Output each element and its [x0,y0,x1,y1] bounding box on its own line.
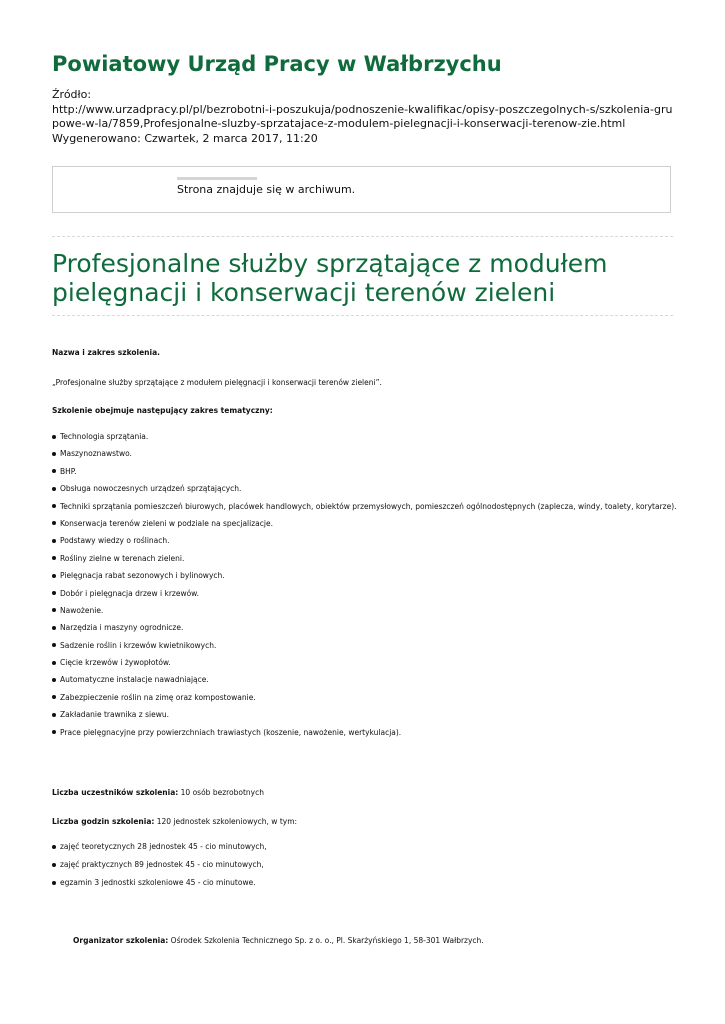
bullet-icon [52,574,56,578]
list-item-text: Prace pielęgnacyjne przy powierzchniach trawiastych (koszenie, nawożenie, wertykulacja). [60,727,402,737]
bullet-icon [52,504,56,508]
hours-line [52,817,297,826]
list-item [52,571,677,588]
list-item [52,519,677,536]
list-item-text: Maszynoznawstwo. [60,449,132,459]
list-item-text: zajęć teoretycznych 28 jednostek 45 - cio minutowych, [60,842,267,851]
list-item-text: Technologia sprzątania. [60,432,149,441]
list-item [52,842,267,860]
bullet-icon [52,556,56,560]
organizer-line [73,936,484,945]
list-item [52,623,677,640]
bullet-icon [52,661,56,665]
list-item-text: Zabezpieczenie roślin na zimę oraz kompostowanie. [60,692,256,702]
source-url: http://www.urzadpracy.pl/pl/bezrobotni-i-poszukuja/podnoszenie-kwalifikac/opisy-poszczegolnych-s/szkolenia-grupowe-w-la/7859,Profesjonalne-sluzby-sprzatajace-z-modulem-pielegnacji-i-konserwacji-terenow-zie.html [52,102,673,130]
list-item-text: Dobór i pielęgnacja drzew i krzewów. [60,588,200,598]
list-item [52,502,677,519]
participants-line [52,788,264,797]
organizer-label: Organizator szkolenia: [73,936,169,945]
bullet-icon [52,713,56,717]
source-meta [52,88,677,146]
article-title: Profesjonalne służby sprzątające z modułem pielęgnacji i konserwacji terenów zieleni [52,249,608,307]
list-item [52,432,677,449]
list-item [52,484,677,501]
list-item-text: egzamin 3 jednostki szkoleniowe 45 - cio minutowe. [60,878,256,887]
list-item [52,675,677,692]
archive-notice-box [52,166,671,213]
list-item-text: BHP. [60,466,77,476]
list-item-text: Sadzenie roślin i krzewów kwietnikowych. [60,640,217,650]
list-item [52,728,677,745]
list-item [52,693,677,710]
list-item [52,658,677,675]
source-label: Źródło: [52,88,92,101]
bullet-icon [52,626,56,630]
list-item [52,467,677,484]
list-item [52,554,677,571]
list-item-text: zajęć praktycznych 89 jednostek 45 - cio minutowych, [60,860,264,869]
divider-bottom [52,315,673,316]
bullet-icon [52,487,56,491]
hours-list [52,842,267,896]
archive-notice: Strona znajduje się w archiwum. [177,183,356,196]
list-item-text: Rośliny zielne w terenach zieleni. [60,553,185,563]
list-item-text: Cięcie krzewów i żywopłotów. [60,658,171,668]
list-item [52,449,677,466]
bullet-icon [52,435,56,439]
list-item [52,589,677,606]
organizer-value: Ośrodek Szkolenia Technicznego Sp. z o. o., Pl. Skarżyńskiego 1, 58-301 Wałbrzych. [168,936,484,945]
divider-top [52,236,673,237]
bullet-icon [52,730,56,734]
bullet-icon [52,608,56,612]
participants-value: 10 osób bezrobotnych [178,788,265,797]
name-heading: Nazwa i zakres szkolenia. [52,348,161,357]
bullet-icon [52,539,56,543]
bullet-icon [52,452,56,456]
bullet-icon [52,863,56,867]
list-item-text: Konserwacja terenów zieleni w podziale na specjalizacje. [60,518,273,528]
bullet-icon [52,678,56,682]
topics-list [52,432,677,745]
generated-date: Wygenerowano: Czwartek, 2 marca 2017, 11:20 [52,131,318,145]
hours-value: 120 jednostek szkoleniowych, w tym: [154,817,298,826]
list-item-text: Podstawy wiedzy o roślinach. [60,536,170,546]
topics-heading: Szkolenie obejmuje następujący zakres tematyczny: [52,406,273,415]
bullet-icon [52,695,56,699]
bullet-icon [52,591,56,595]
bullet-icon [52,521,56,525]
name-value: „Profesjonalne służby sprzątające z modułem pielęgnacji i konserwacji terenów zieleni”. [52,378,382,387]
list-item-text: Narzędzia i maszyny ogrodnicze. [60,623,184,633]
list-item-text: Nawożenie. [60,605,104,615]
list-item-text: Pielęgnacja rabat sezonowych i bylinowych. [60,571,225,581]
list-item [52,606,677,623]
bullet-icon [52,469,56,473]
list-item-text: Zakładanie trawnika z siewu. [60,710,169,720]
list-item-text: Techniki sprzątania pomieszczeń biurowych, placówek handlowych, obiektów przemysłowych, pomieszczeń ogólnodostępnych (zaplecza, windy, toalety, korytarze). [60,501,677,511]
bullet-icon [52,881,56,885]
list-item [52,536,677,553]
participants-label: Liczba uczestników szkolenia: [52,788,179,797]
archive-divider [177,177,257,180]
list-item [52,878,267,896]
list-item [52,710,677,727]
list-item-text: Automatyczne instalacje nawadniające. [60,675,209,685]
bullet-icon [52,845,56,849]
list-item [52,860,267,878]
list-item [52,641,677,658]
site-title: Powiatowy Urząd Pracy w Wałbrzychu [52,52,502,76]
hours-label: Liczba godzin szkolenia: [52,817,155,826]
list-item-text: Obsługa nowoczesnych urządzeń sprzątających. [60,484,242,494]
bullet-icon [52,643,56,647]
